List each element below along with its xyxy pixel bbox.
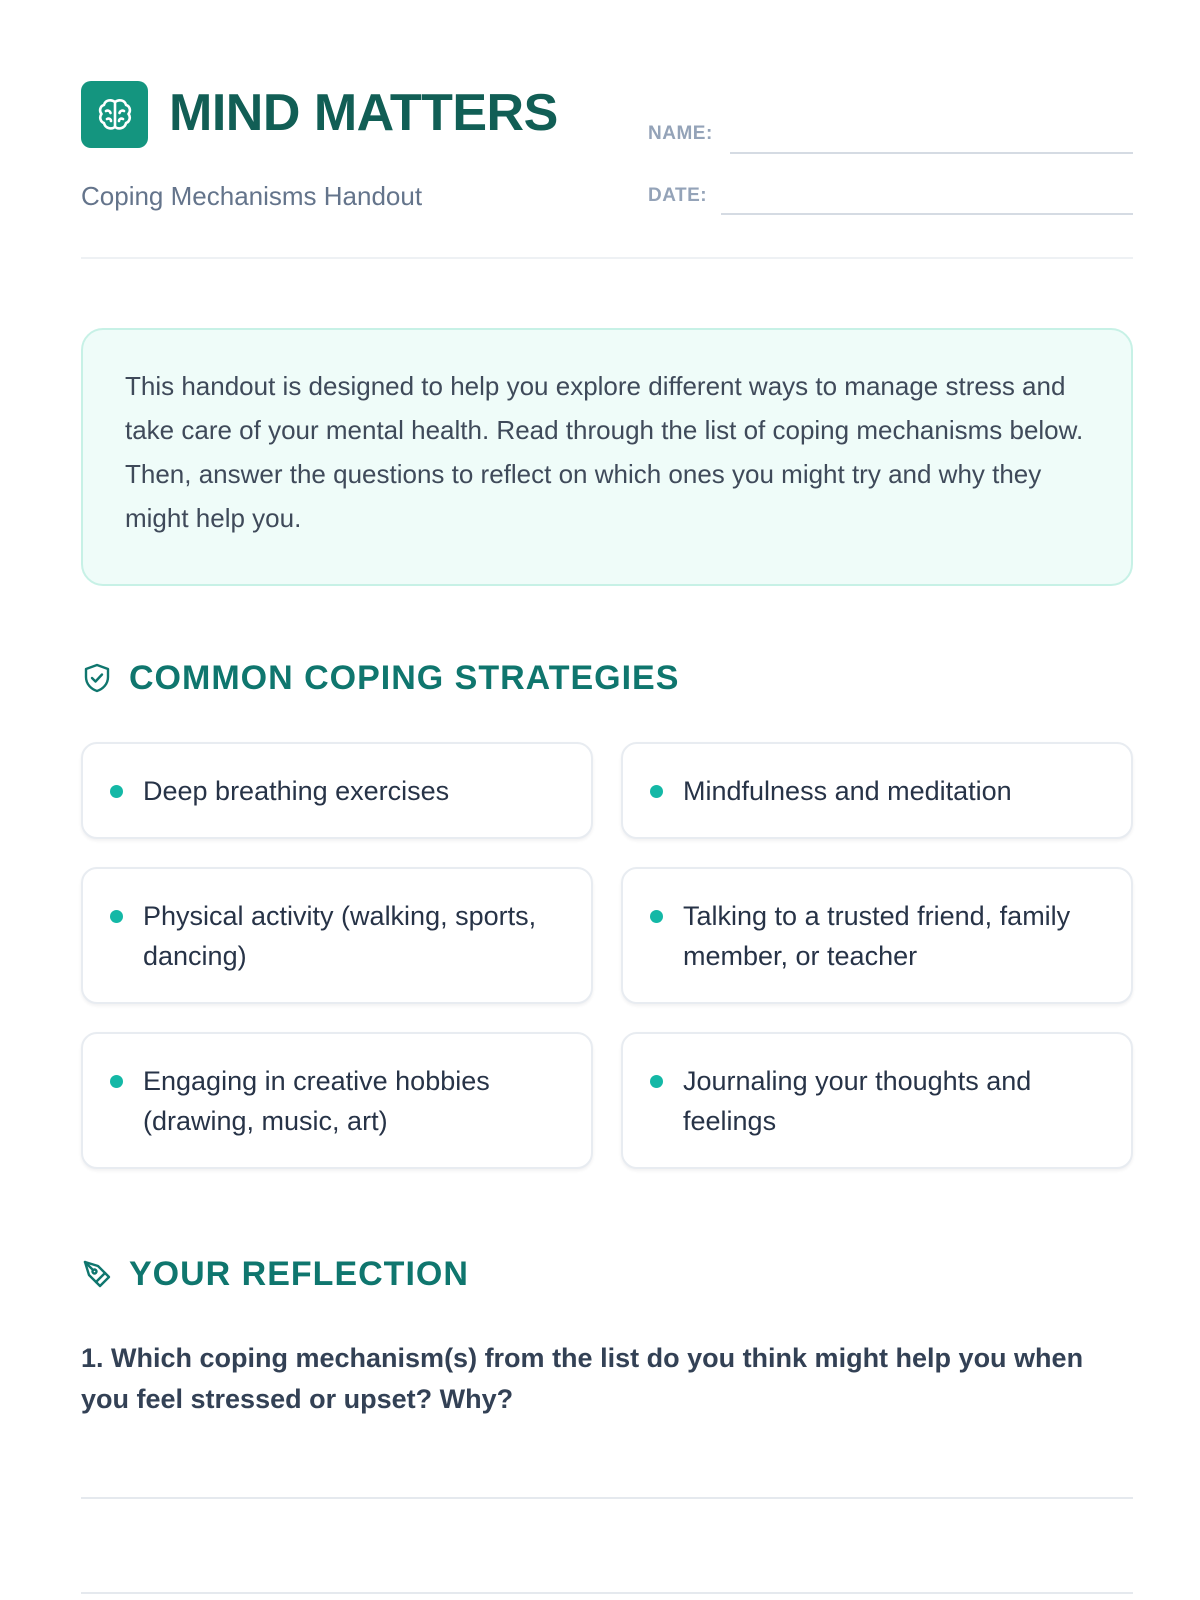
strategy-label: Engaging in creative hobbies (drawing, music, art) [143, 1066, 490, 1136]
bullet-dot [650, 785, 663, 798]
brain-icon [81, 81, 148, 148]
strategy-label: Mindfulness and meditation [683, 776, 1012, 806]
strategy-card [81, 867, 593, 1004]
bullet-dot [110, 910, 123, 923]
intro-box [81, 328, 1133, 586]
strategy-label: Deep breathing exercises [143, 776, 450, 806]
brand-title: MIND MATTERS [169, 84, 558, 142]
answer-line[interactable] [81, 1497, 1133, 1499]
strategy-card [81, 742, 593, 839]
date-field[interactable] [721, 213, 1133, 215]
date-label: DATE: [648, 185, 708, 206]
pen-icon [81, 1258, 113, 1290]
name-label: NAME: [648, 123, 713, 144]
bullet-dot [110, 785, 123, 798]
strategy-card [621, 742, 1133, 839]
shield-check-icon [81, 662, 113, 694]
strategies-heading: COMMON COPING STRATEGIES [129, 659, 680, 697]
answer-line[interactable] [81, 1592, 1133, 1594]
reflection-question: 1. Which coping mechanism(s) from the list do you think might help you when you feel stressed or upset? Why? [81, 1343, 1084, 1414]
strategy-card [621, 1032, 1133, 1169]
bullet-dot [650, 910, 663, 923]
bullet-dot [110, 1075, 123, 1088]
handout-subtitle: Coping Mechanisms Handout [81, 181, 423, 211]
strategy-card [81, 1032, 593, 1169]
name-field[interactable] [730, 152, 1133, 154]
bullet-dot [650, 1075, 663, 1088]
header-divider [81, 257, 1133, 259]
reflection-heading: YOUR REFLECTION [129, 1255, 469, 1293]
strategy-label: Journaling your thoughts and feelings [683, 1066, 1032, 1136]
strategy-card [621, 867, 1133, 1004]
intro-text: This handout is designed to help you explore different ways to manage stress and take care of your mental health. Read through the list of coping mechanisms below. Then, answer the questions to reflect on which ones you might try and why they might help you. [125, 371, 1084, 533]
strategy-label: Talking to a trusted friend, family member, or teacher [683, 901, 1071, 971]
strategy-label: Physical activity (walking, sports, dancing) [143, 901, 537, 971]
